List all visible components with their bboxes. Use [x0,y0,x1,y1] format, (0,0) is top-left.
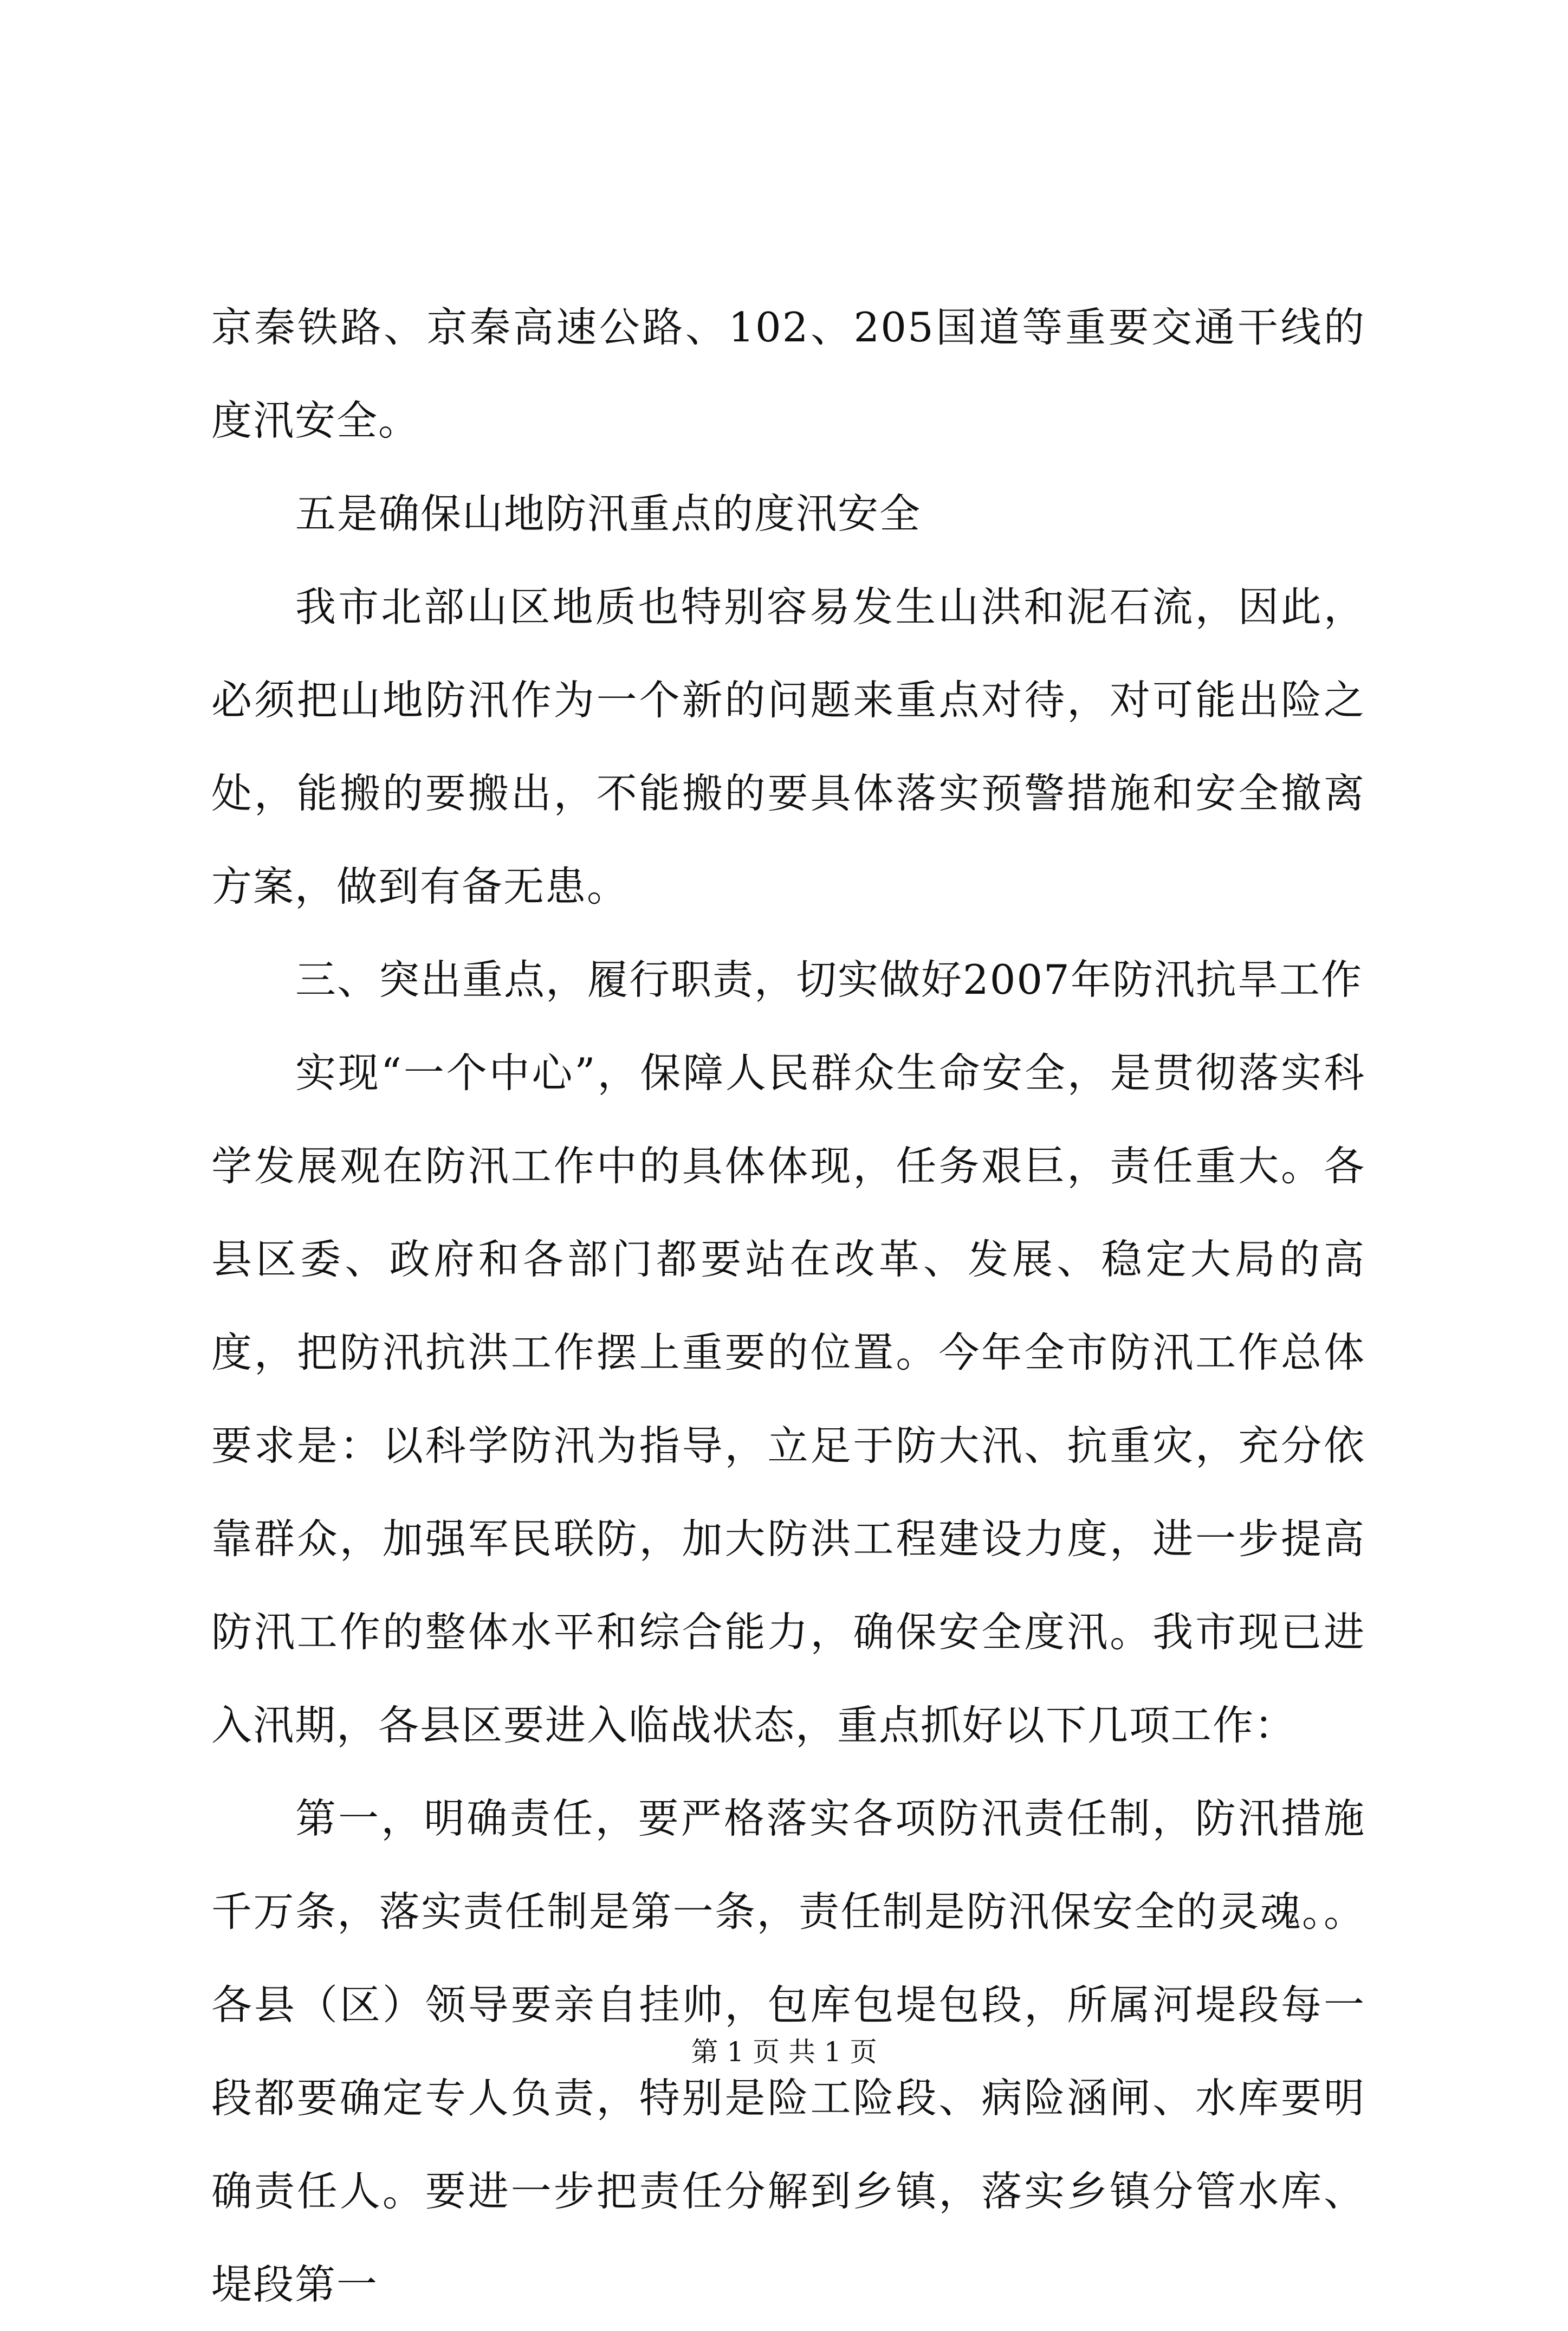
paragraph-one-center: 实现“一个中心”，保障人民群众生命安全，是贯彻落实科学发展观在防汛工作中的具体体现，任务艰巨，责任重大。各县区委、政府和各部门都要站在改革、发展、稳定大局的高度，把防汛抗洪工作摆上重要的位置。今年全市防汛工作总体要求是：以科学防汛为指导，立足于防大汛、抗重灾，充分依靠群众，加强军民联防，加大防洪工程建设力度，进一步提高防汛工作的整体水平和综合能力，确保安全度汛。我市现已进入汛期，各县区要进入临战状态，重点抓好以下几项工作： [211,1049,1365,1749]
paragraph-continuation: 京秦铁路、京秦高速公路、102、205国道等重要交通干线的度汛安全。 [211,303,1365,444]
section-heading-2007-work: 三、突出重点，履行职责，切实做好2007年防汛抗旱工作 [295,956,1363,1003]
section-heading-mountain-flood: 五是确保山地防汛重点的度汛安全 [295,490,922,538]
paragraph-mountain-flood: 我市北部山区地质也特别容易发生山洪和泥石流，因此，必须把山地防汛作为一个新的问题来重点对待，对可能出险之处，能搬的要搬出，不能搬的要具体落实预警措施和安全撤离方案，做到有备无患。 [211,583,1365,910]
paragraph-responsibility: 第一，明确责任，要严格落实各项防汛责任制，防汛措施千万条，落实责任制是第一条，责任制是防汛保安全的灵魂。。各县（区）领导要亲自挂帅，包库包堤包段，所属河堤段每一段都要确定专人负责，特别是险工险段、病险涵闸、水库要明确责任人。要进一步把责任分解到乡镇，落实乡镇分管水库、堤段第一 [211,1795,1365,2308]
document-body [211,281,1365,2331]
page-footer: 第 1 页 共 1 页 [691,2036,877,2068]
